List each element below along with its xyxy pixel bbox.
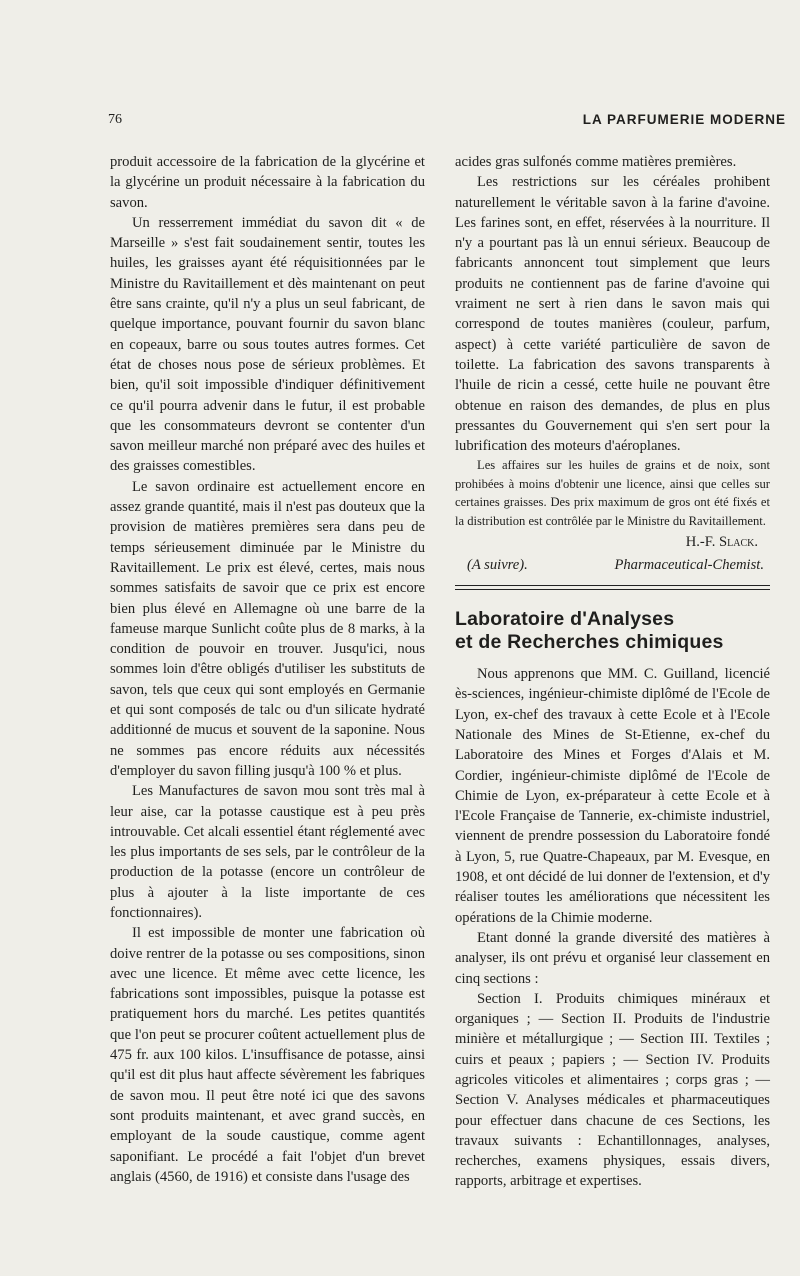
- paragraph: Il est impossible de monter une fabrication où doive rentrer de la potasse ou ses compositions, sinon avec une licence. Et même avec cette licence, les fabrications sont impossibles, puisque la potasse est pratiquement hors du marché. Les petites quantités que l'on peut se procurer coûtent actuellement plus de 475 fr. aux 100 kilos. L'insuffisance de potasse, ainsi qu'il est dit plus haut affecte sévèrement les fabriques de savon mou. Il peut être noté ici que des savons sont produits maintenant, et avec grand succès, en employant de la soude caustique, comme agent saponifiant. Le procédé a fait l'objet d'un brevet anglais (4560, de 1916) et consiste dans l'usage des: [110, 925, 425, 1185]
- page-number: 76: [108, 112, 122, 127]
- left-column: [110, 152, 425, 1187]
- paragraph: produit accessoire de la fabrication de la glycérine et la glycérine un produit nécessaire à la fabrication du savon.: [110, 154, 425, 211]
- signature-initials: H.-F.: [685, 534, 719, 551]
- to-follow-note: (A suivre).: [467, 556, 528, 573]
- author-signature: [455, 532, 770, 552]
- divider-rule: [455, 589, 770, 590]
- paragraph: acides gras sulfonés comme matières premières.: [455, 154, 737, 170]
- paragraph-small: Les affaires sur les huiles de grains et de noix, sont prohibées à moins d'obtenir une licence, ainsi que celles sur certaines graisses. Des prix maximum de gros ont été fixés et la distribution est contrôlée par le Ministre du Ravitaillement.: [455, 458, 770, 528]
- signature-name: Slack.: [719, 534, 758, 551]
- page-header: [108, 112, 786, 134]
- source-credit: Pharmaceutical-Chemist.: [614, 556, 764, 573]
- paragraph: Les restrictions sur les céréales prohibent naturellement le véritable savon à la farine d'avoine. Les farines sont, en effet, réservées à la nourriture. Il n'y a pourtant pas là un ennui sérieux. Beaucoup de fabricants annoncent tout simplement que leurs produits ne contiennent pas de farine d'avoine qui vraiment ne sert à rien dans le savon mais qui correspond de toutes manières (couleur, parfum, aspect) à cette variété particulière de savon de toilette. La fabrication des savons transparents à l'huile de ricin a cessé, cette huile ne pouvant être obtenue en raison des demandes, de plus en plus pressantes du Gouvernement qui s'en sert pour la lubrification des moteurs d'aéroplanes.: [455, 174, 770, 455]
- journal-title: LA PARFUMERIE MODERNE: [582, 112, 786, 127]
- paragraph: Nous apprenons que MM. C. Guilland, licencié ès-sciences, ingénieur-chimiste diplômé de l'Ecole de Lyon, ex-chef des travaux à cette Ecole et à l'Ecole Nationale des Mines de St-Etienne, ex-chef du Laboratoire des Mines et Forges d'Alais et M. Cordier, ingénieur-chimiste diplômé de l'Ecole de Chimie de Lyon, ex-préparateur à cette Ecole et à l'Ecole Française de Tannerie, ex-chimiste industriel, viennent de prendre possession du Laboratoire fondé à Lyon, 5, rue Quatre-Chapeaux, par M. Evesque, en 1908, et ont décidé de lui donner de l'extension, et d'y réaliser toutes les améliorations que nécessitent les opérations de la Chimie moderne.: [455, 666, 770, 926]
- divider-rule: [455, 585, 770, 586]
- right-column: [455, 152, 770, 1192]
- paragraph: Un resserrement immédiat du savon dit « de Marseille » s'est fait soudainement sentir, toutes les huiles, les graisses ayant été réquisitionnées par le Ministre du Ravitaillement et dès maintenant on peut être sans crainte, qu'il n'y a plus un seul fabricant, de quelque importance, pouvant fournir du savon blanc en copeaux, barre ou sous toutes autres formes. Cet état de choses nous pose de sérieux problèmes. Et bien, qu'il soit impossible d'indiquer définitivement ce qu'il pourra advenir dans le futur, il est probable que les consommateurs devront se contenter d'un savon meilleur marché non préparé avec des huiles et des graisses comestibles.: [110, 214, 425, 475]
- section-title: [455, 608, 770, 654]
- section-title-line: et de Recherches chimiques: [455, 631, 724, 654]
- paragraph: Le savon ordinaire est actuellement encore en assez grande quantité, mais il n'est pas douteux que la provision de matières premières sera dans peu de temps sérieusement diminuée par le Ministre du Ravitaillement. Le prix est élevé, certes, mais nous sommes satisfaits de savoir que ce prix est encore bien plus élevé en Allemagne où une barre de la fameuse marque Sunlicht coûte plus de 8 marks, à la condition de pouvoir en trouver. Jusqu'ici, nous sommes loin d'être obligés d'utiliser les substituts de savon, tels que ceux qui sont employés en Germanie et qui sont composés de talc ou d'un silicate hydraté additionné de mucus et souvent de la saponine. Nous ne sommes pas encore réduits aux nécessités d'employer du savon filling jusqu'à 100 % et plus.: [110, 478, 425, 779]
- paragraph: Section I. Produits chimiques minéraux et organiques ; — Section II. Produits de l'industrie minière et métallurgique ; — Section III. Textiles ; cuirs et peaux ; papiers ; — Section IV. Produits agricoles viticoles et alimentaires ; corps gras ; — Section V. Analyses médicales et pharmaceutiques pour effectuer dans chacune de ces Sections, les travaux suivants : Echantillonnages, analyses, recherches, examens physiques, essais divers, rapports, arbitrage et expertises.: [455, 990, 770, 1190]
- paragraph: Etant donné la grande diversité des matières à analyser, ils ont prévu et organisé leur classement en cinq sections :: [455, 929, 770, 987]
- article-footer: [455, 555, 770, 575]
- paragraph: Les Manufactures de savon mou sont très mal à leur aise, car la potasse caustique est à peu près introuvable. Cet alcali essentiel étant réglementé avec les plus importants de ses sels, par le contrôleur de la production de la potasse (encore un contrôleur de plus à ajouter à la liste importante de ces fonctionnaires).: [110, 783, 425, 921]
- section-title-line: Laboratoire d'Analyses: [455, 608, 675, 631]
